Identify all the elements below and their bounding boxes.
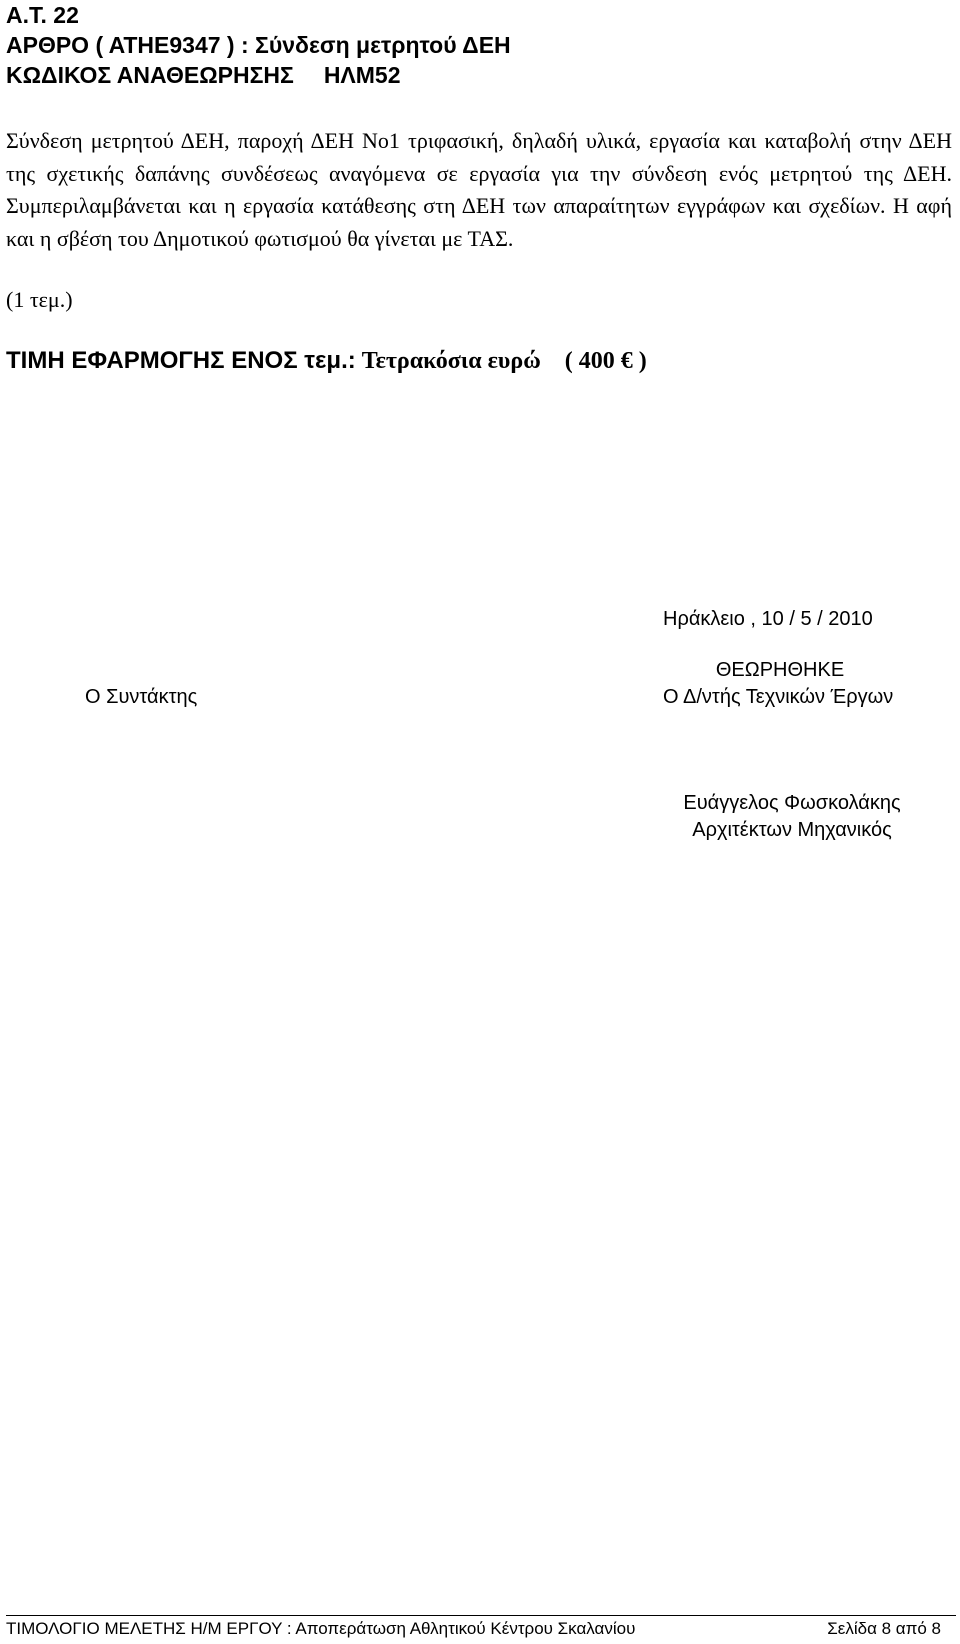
price-words: Τετρακόσια [361,348,482,374]
quantity-unit: (1 τεμ.) [6,287,73,312]
price-amount: ( 400 € ) [564,348,647,374]
author-signature-label: Ο Συντάκτης [85,686,198,708]
director-title: Αρχιτέκτων Μηχανικός [692,819,892,841]
director-signature-block [662,790,922,844]
price-currency-words: ευρώ [487,348,541,374]
page-number: Σελίδα 8 από 8 [827,1619,941,1638]
article-description: Σύνδεση μετρητού ΔΕΗ, παροχή ΔΕΗ Νο1 τριφασική, δηλαδή υλικά, εργασία και καταβολή στην ΔΕΗ της σχετικής δαπάνης συνδέσεως αναγόμενα σε εργασία για την σύνδεση ενός μετρητού της ΔΕΗ. Συμπεριλαμβάνεται και η εργασία κατάθεσης στη ΔΕΗ των απαραίτητων εγγράφων και σχεδίων. Η αφή και η σβέση του Δημοτικού φωτισμού θα γίνεται με ΤΑΣ. [6,128,952,251]
article-title: ΑΡΘΡΟ ( ΑΤΗΕ9347 ) : Σύνδεση μετρητού ΔΕΗ [6,32,511,58]
director-role: Ο Δ/ντής Τεχνικών Έργων [663,686,894,708]
approved-label: ΘΕΩΡΗΘΗΚΕ [715,659,845,681]
revision-code-value: ΗΛΜ52 [323,62,401,88]
revision-code [6,60,946,90]
article-header [6,0,946,90]
unit-price-line [6,345,647,377]
item-number: Α.Τ. 22 [6,2,79,28]
revision-code-label: ΚΩΔΙΚΟΣ ΑΝΑΘΕΩΡΗΣΗΣ [6,62,294,88]
director-name: Ευάγγελος Φωσκολάκης [683,792,901,814]
footer-title: ΤΙΜΟΛΟΓΙΟ ΜΕΛΕΤΗΣ Η/Μ ΕΡΓΟΥ : Αποπεράτωση Αθλητικού Κέντρου Σκαλανίου [6,1619,636,1638]
place-date: Ηράκλειο , 10 / 5 / 2010 [663,608,873,630]
footer-divider [6,1615,956,1616]
price-label: ΤΙΜΗ ΕΦΑΡΜΟΓΗΣ ΕΝΟΣ τεμ.: [6,347,356,374]
approval-block [640,657,920,711]
